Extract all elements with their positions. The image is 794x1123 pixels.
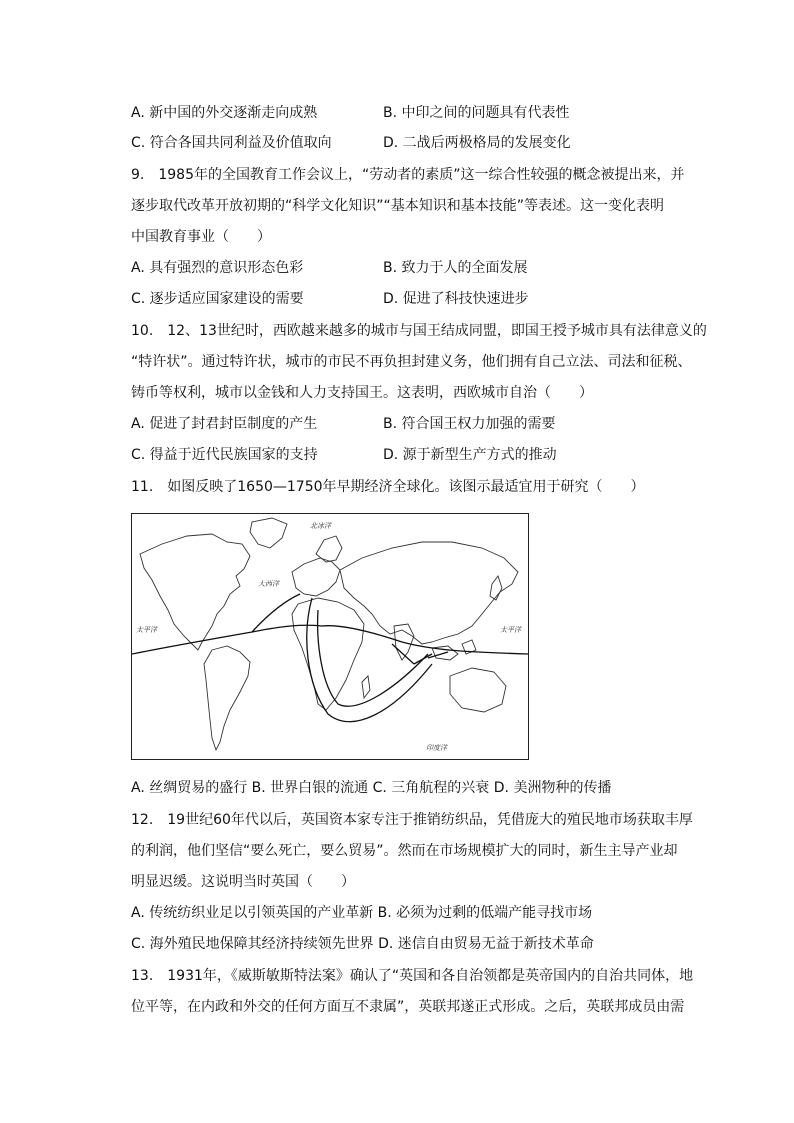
asia-outline bbox=[340, 542, 518, 644]
greenland-outline bbox=[250, 518, 287, 548]
q13-stem-line1: 13. 1931年，《威斯敏斯特法案》确认了“英国和各自治领都是英帝国内的自治共同体，地 bbox=[131, 968, 694, 984]
q12-stem-line1: 12. 19世纪60年代以后，英国资本家专注于推销纺织品，凭借庞大的殖民地市场获取丰厚 bbox=[131, 812, 693, 828]
route-africa-asia bbox=[322, 626, 528, 654]
trade-routes bbox=[132, 594, 528, 722]
africa-outline bbox=[292, 598, 364, 710]
q12-stem-line2: 的利润，他们坚信“要么死亡，要么贸易”。然而在市场规模扩大的同时，新生主导产业却 bbox=[131, 843, 678, 859]
route-cape-loop-inner bbox=[318, 610, 428, 706]
q10-option-b: B. 符合国王权力加强的需要 bbox=[383, 416, 556, 432]
q9-stem-line1: 9. 1985年的全国教育工作会议上，“劳动者的素质”这一综合性较强的概念被提出来，并 bbox=[131, 167, 685, 183]
q10-option-a: A. 促进了封君封臣制度的产生 bbox=[131, 416, 318, 432]
q12-options-ab: A. 传统纺织业足以引领英国的产业革新 B. 必须为过剩的低端产能寻找市场 bbox=[131, 905, 593, 921]
q11-stem: 11. 如图反映了1650—1750年早期经济全球化。该图示最适宜用于研究（ ） bbox=[131, 479, 645, 495]
south-america-outline bbox=[204, 646, 250, 750]
australia-outline bbox=[450, 668, 506, 712]
q9-option-c: C. 逐步适应国家建设的需要 bbox=[131, 291, 304, 307]
q8-option-d: D. 二战后两极格局的发展变化 bbox=[383, 135, 571, 151]
label-north-sea: 北冰洋 bbox=[310, 522, 331, 530]
q9-stem-line3: 中国教育事业（ ） bbox=[131, 229, 271, 245]
europe-outline bbox=[292, 558, 340, 596]
q8-option-b: B. 中印之间的问题具有代表性 bbox=[383, 105, 570, 121]
q11-options: A. 丝绸贸易的盛行 B. 世界白银的流通 C. 三角航程的兴衰 D. 美洲物种的传播 bbox=[131, 780, 612, 796]
world-map-figure bbox=[132, 514, 528, 759]
label-pacific-right: 太平洋 bbox=[500, 626, 521, 634]
label-pacific-left: 太平洋 bbox=[136, 626, 157, 634]
q9-stem-line2: 逐步取代改革开放初期的“科学文化知识”“基本知识和基本技能”等表述。这一变化表明 bbox=[131, 198, 665, 214]
q10-stem-line1: 10. 12、13世纪时，西欧越来越多的城市与国王结成同盟，即国王授予城市具有法律意义的 bbox=[131, 323, 707, 339]
q8-option-c: C. 符合各国共同利益及价值取向 bbox=[131, 135, 332, 151]
q10-stem-line2: “特许状”。通过特许状，城市的市民不再负担封建义务，他们拥有自己立法、司法和征税、 bbox=[131, 354, 692, 370]
q13-stem-line2: 位平等，在内政和外交的任何方面互不隶属”，英联邦遂正式形成。之后，英联邦成员由需 bbox=[131, 999, 685, 1015]
q12-options-cd: C. 海外殖民地保障其经济持续领先世界 D. 迷信自由贸易无益于新技术革命 bbox=[131, 936, 594, 952]
label-atlantic: 大西洋 bbox=[258, 580, 279, 588]
q8-option-a: A. 新中国的外交逐渐走向成熟 bbox=[131, 105, 318, 121]
trade-route-world-map bbox=[131, 513, 529, 760]
label-indian-ocean: 印度洋 bbox=[426, 744, 447, 752]
q9-option-a: A. 具有强烈的意识形态色彩 bbox=[131, 260, 304, 276]
q10-option-d: D. 源于新型生产方式的推动 bbox=[383, 447, 557, 463]
q9-option-b: B. 致力于人的全面发展 bbox=[383, 260, 528, 276]
route-cape-loop-outer bbox=[307, 598, 432, 722]
madagascar-outline bbox=[362, 676, 370, 698]
q12-stem-line3: 明显迟缓。这说明当时英国（ ） bbox=[131, 874, 355, 890]
q9-option-d: D. 促进了科技快速进步 bbox=[383, 291, 529, 307]
q10-option-c: C. 得益于近代民族国家的支持 bbox=[131, 447, 318, 463]
q10-stem-line3: 铸币等权利，城市以金钱和人力支持国王。这表明，西欧城市自治（ ） bbox=[131, 385, 593, 401]
